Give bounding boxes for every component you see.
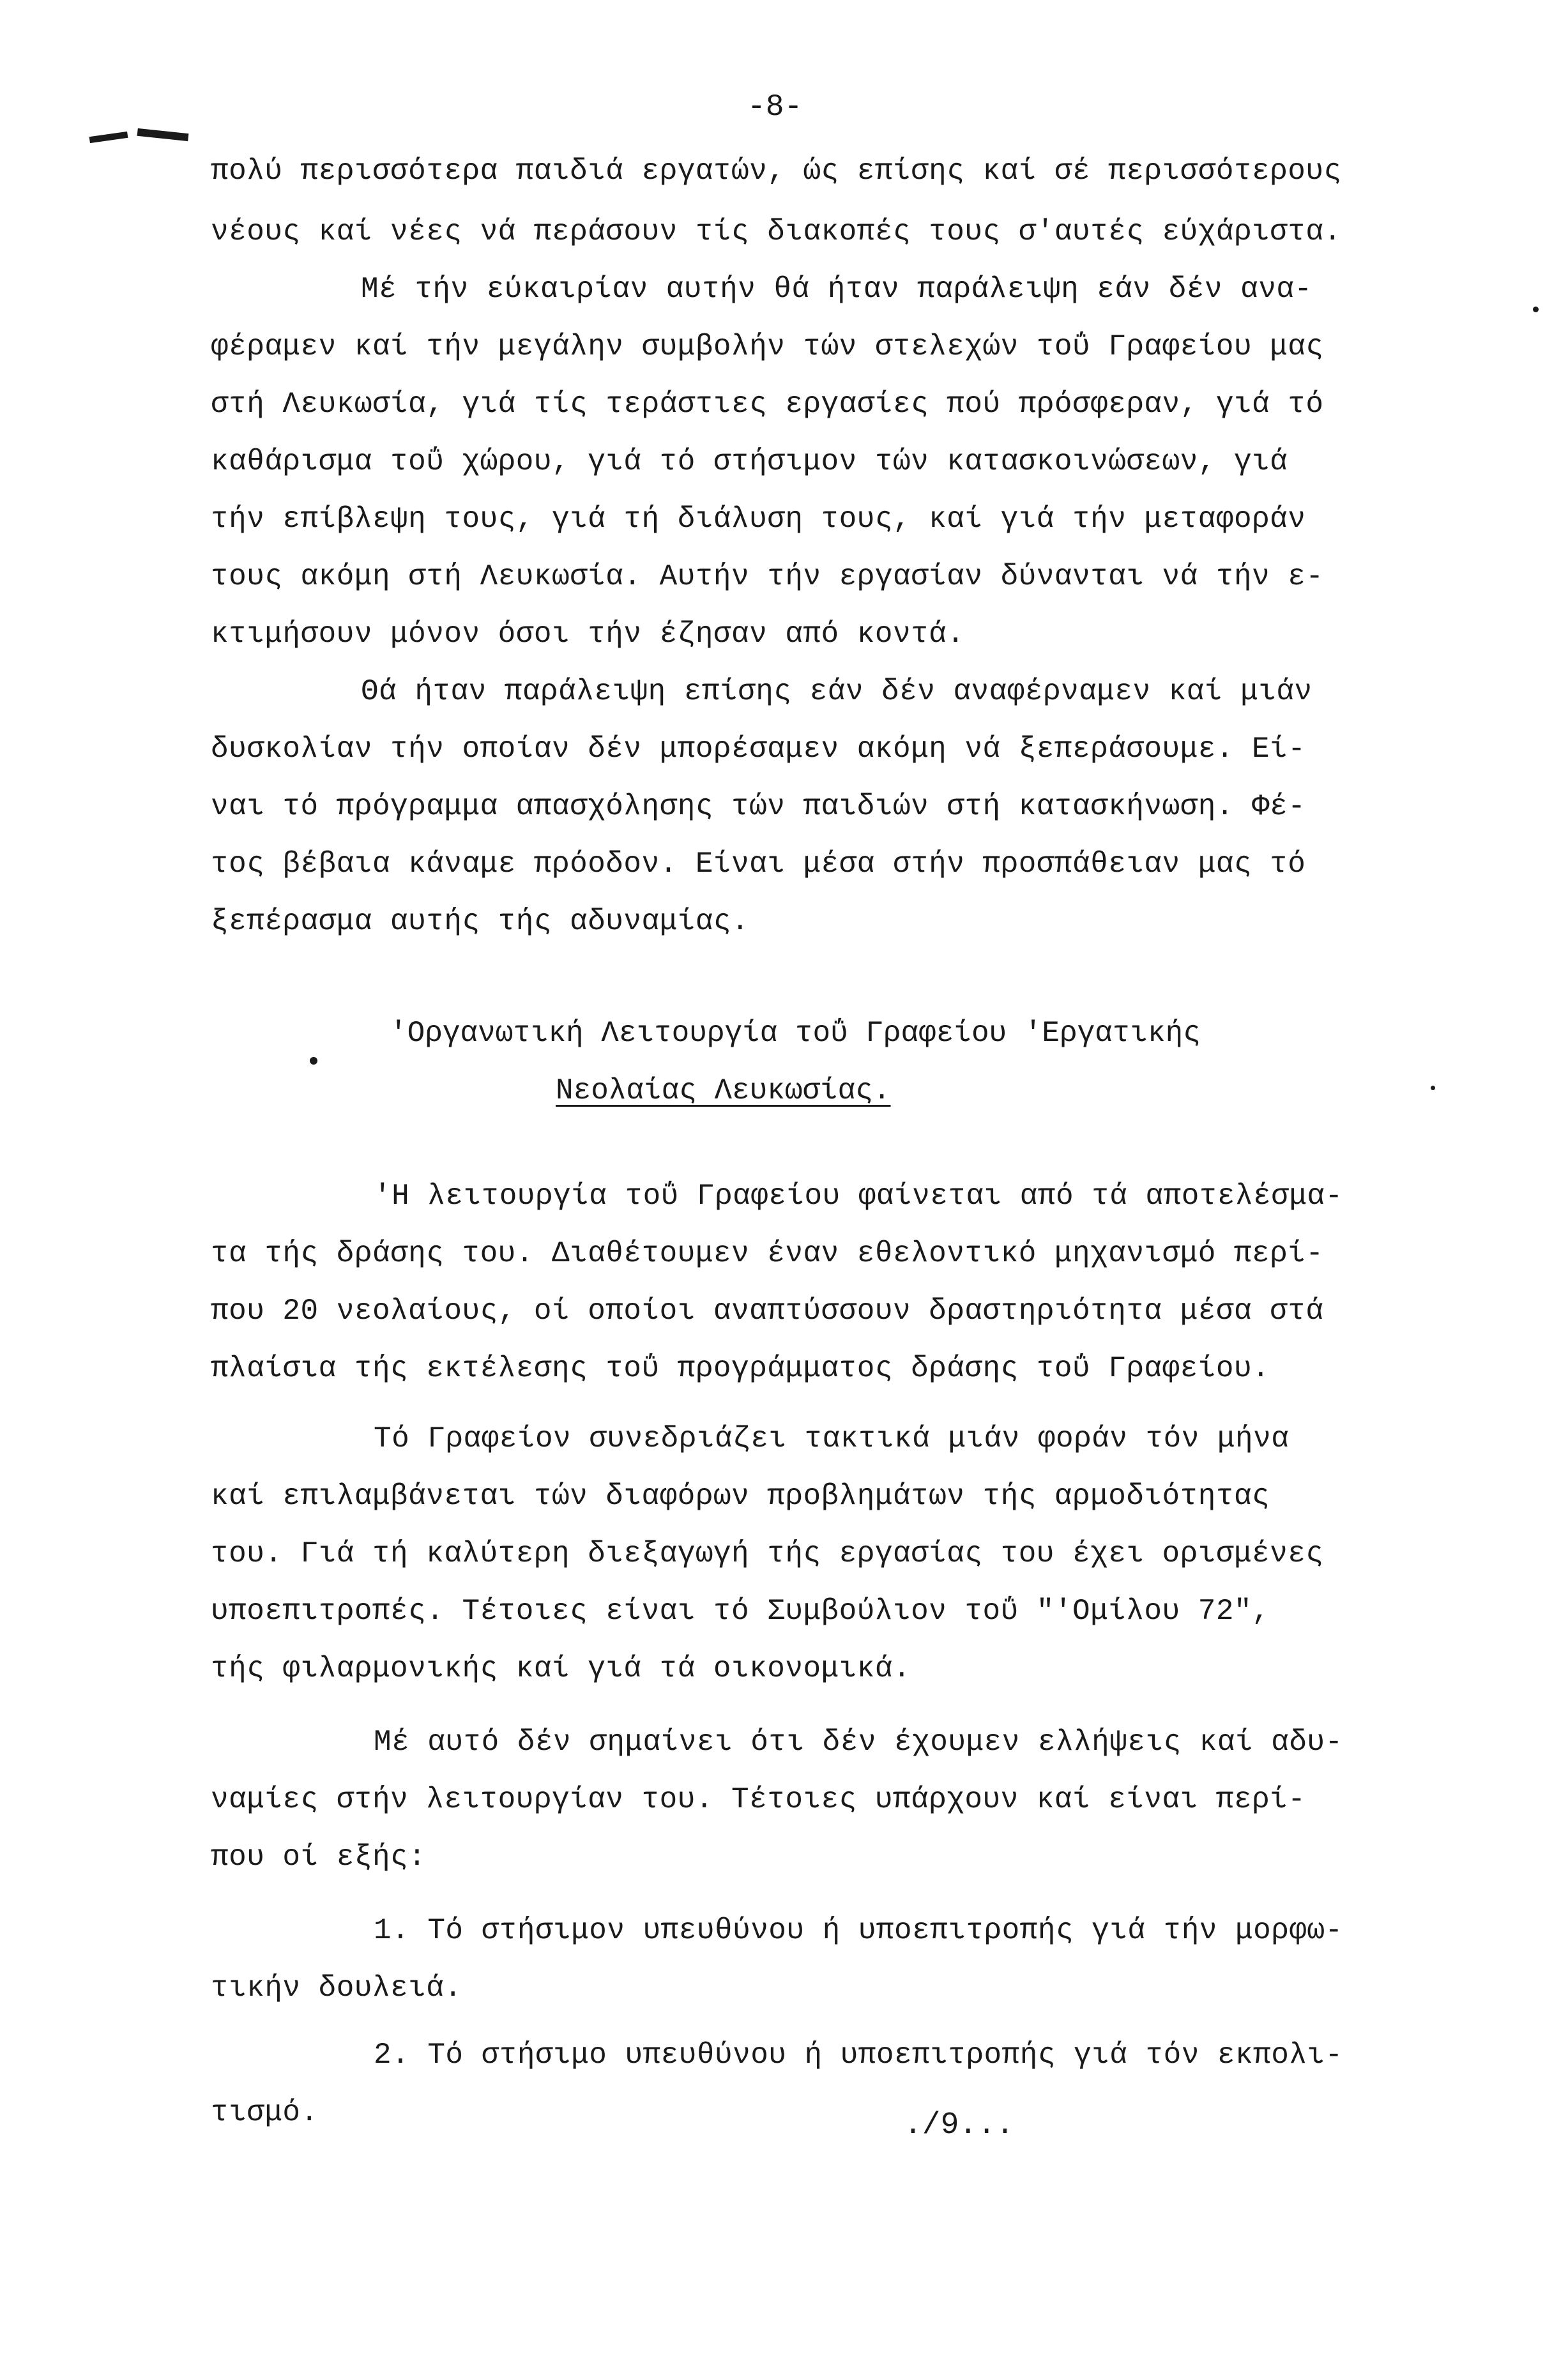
list-item-2-line-1: 2. Τό στήσιμο υπευθύνου ή υποεπιτροπής γιά τόν εκπολι-	[374, 2039, 1343, 2072]
list-item-2-line-2: τισμό.	[211, 2096, 319, 2129]
paragraph-2-line: φέραμεν καί τήν μεγάλην συμβολήν τών στελεχών τοΰ Γραφείου μας	[211, 330, 1324, 363]
paragraph-2-line: στή Λευκωσία, γιά τίς τεράστιες εργασίες πού πρόσφεραν, γιά τό	[211, 388, 1324, 421]
paragraph-5-line: υποεπιτροπές. Τέτοιες είναι τό Συμβούλιον τοΰ "'Ομίλου 72",	[211, 1595, 1270, 1628]
ink-mark	[89, 132, 128, 143]
paragraph-2-line: Μέ τήν εύκαιρίαν αυτήν θά ήταν παράλειψη εάν δέν ανα-	[361, 273, 1313, 306]
paragraph-6-line: ναμίες στήν λειτουργίαν του. Τέτοιες υπάρχουν καί είναι περί-	[211, 1783, 1306, 1816]
paragraph-5-line: καί επιλαμβάνεται τών διαφόρων προβλημάτων τής αρμοδιότητας	[211, 1480, 1270, 1513]
paragraph-6-line: που οί εξής:	[211, 1841, 427, 1874]
paragraph-3-line: Θά ήταν παράλειψη επίσης εάν δέν αναφέρναμεν καί μιάν	[361, 675, 1313, 708]
paragraph-3-line: τος βέβαια κάναμε πρόοδον. Είναι μέσα στήν προσπάθειαν μας τό	[211, 847, 1306, 881]
paragraph-3-line: δυσκολίαν τήν οποίαν δέν μπορέσαμεν ακόμη νά ξεπεράσουμε. Εί-	[211, 733, 1306, 766]
paragraph-2-line: τους ακόμη στή Λευκωσία. Αυτήν τήν εργασίαν δύνανται νά τήν ε-	[211, 560, 1324, 593]
list-item-1-line-2: τικήν δουλειά.	[211, 1971, 462, 2005]
paragraph-4-line: πλαίσια τής εκτέλεσης τοΰ προγράμματος δράσης τοΰ Γραφείου.	[211, 1352, 1270, 1385]
paragraph-1-line: πολύ περισσότερα παιδιά εργατών, ώς επίσης καί σέ περισσότερους	[211, 155, 1342, 188]
paragraph-5-line: Τό Γραφείον συνεδριάζει τακτικά μιάν φοράν τόν μήνα	[374, 1422, 1290, 1455]
paragraph-4-line: τα τής δράσης του. Διαθέτουμεν έναν εθελοντικό μηχανισμό περί-	[211, 1237, 1324, 1270]
paragraph-3-line: ξεπέρασμα αυτής τής αδυναμίας.	[211, 905, 750, 938]
paragraph-5-line: του. Γιά τή καλύτερη διεξαγωγή τής εργασίας του έχει ορισμένες	[211, 1537, 1324, 1570]
paragraph-5-line: τής φιλαρμονικής καί γιά τά οικονομικά.	[211, 1652, 911, 1685]
section-heading-line-1: 'Οργανωτική Λειτουργία τοΰ Γραφείου 'Εργατικής	[390, 1017, 1201, 1050]
ink-speck	[1533, 307, 1539, 312]
paragraph-2-line: κτιμήσουν μόνον όσοι τήν έζησαν από κοντά.	[211, 618, 965, 651]
ink-speck	[310, 1057, 317, 1065]
section-heading-line-2: Νεολαίας Λευκωσίας.	[556, 1074, 891, 1107]
paragraph-4-line: που 20 νεολαίους, οί οποίοι αναπτύσσουν δραστηριότητα μέσα στά	[211, 1295, 1324, 1328]
list-item-1-line-1: 1. Τό στήσιμον υπευθύνου ή υποεπιτροπής γιά τήν μορφω-	[374, 1914, 1343, 1947]
ink-speck	[1431, 1086, 1435, 1090]
paragraph-3-line: ναι τό πρόγραμμα απασχόλησης τών παιδιών στή κατασκήνωση. Φέ-	[211, 790, 1306, 823]
paragraph-2-line: τήν επίβλεψη τους, γιά τή διάλυση τους, καί γιά τήν μεταφοράν	[211, 503, 1306, 536]
continuation-marker: ./9...	[904, 2108, 1014, 2143]
paragraph-1-line: νέους καί νέες νά περάσουν τίς διακοπές τους σ'αυτές εύχάριστα.	[211, 215, 1342, 248]
page-number: -8-	[747, 90, 803, 125]
paragraph-4-line: 'Η λειτουργία τοΰ Γραφείου φαίνεται από τά αποτελέσμα-	[374, 1180, 1343, 1213]
paragraph-2-line: καθάρισμα τοΰ χώρου, γιά τό στήσιμον τών κατασκοινώσεων, γιά	[211, 445, 1288, 478]
paragraph-6-line: Μέ αυτό δέν σημαίνει ότι δέν έχουμεν ελλήψεις καί αδυ-	[374, 1726, 1343, 1759]
ink-mark	[137, 128, 189, 141]
